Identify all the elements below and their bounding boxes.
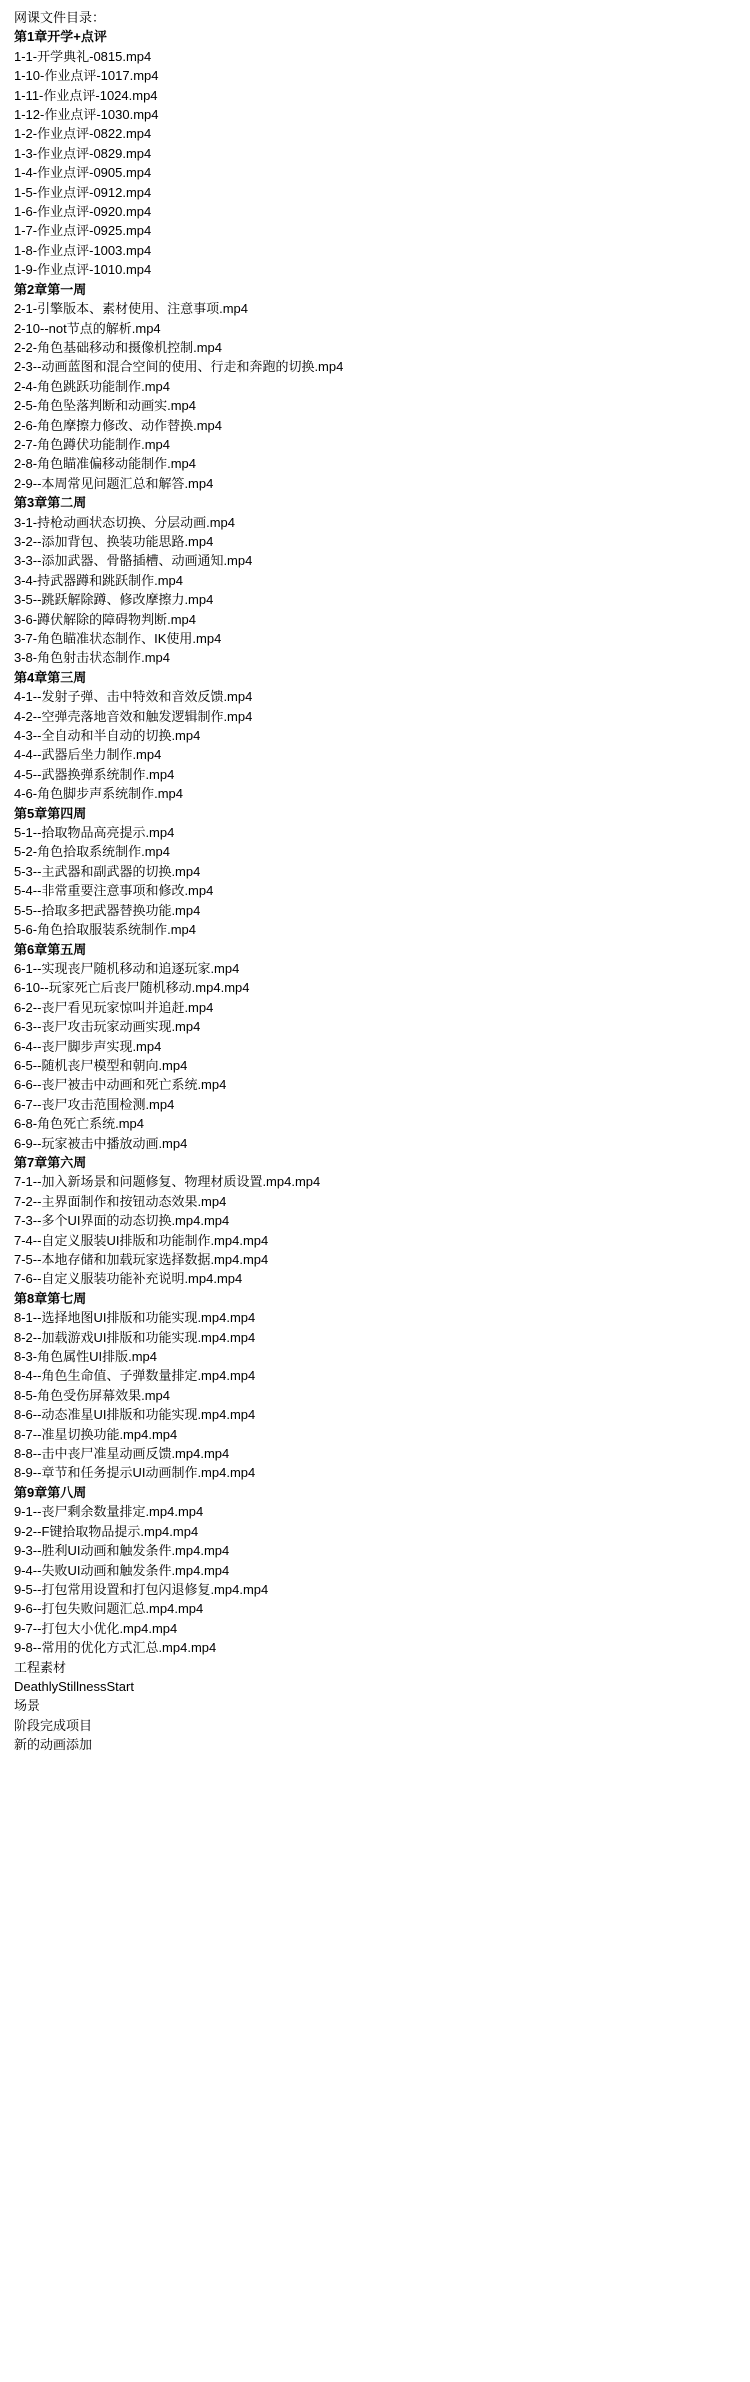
file-list-item: 9-7--打包大小优化.mp4.mp4 <box>14 1620 178 1636</box>
file-list-item: 6-1--实现丧尸随机移动和追逐玩家.mp4 <box>14 960 240 976</box>
file-list-item: DeathlyStillnessStart <box>14 1678 134 1694</box>
file-list-item: 9-4--失败UI动画和触发条件.mp4.mp4 <box>14 1562 230 1578</box>
file-list-item: 3-1-持枪动画状态切换、分层动画.mp4 <box>14 514 236 530</box>
file-list-item: 5-3--主武器和副武器的切换.mp4 <box>14 863 201 879</box>
file-list-item: 9-3--胜利UI动画和触发条件.mp4.mp4 <box>14 1543 230 1559</box>
file-list-item: 7-6--自定义服装功能补充说明.mp4.mp4 <box>14 1271 243 1287</box>
chapter-heading: 第9章第八周 <box>14 1484 87 1500</box>
file-list-item: 4-5--武器换弹系统制作.mp4 <box>14 766 175 782</box>
file-list-item: 2-1-引擎版本、素材使用、注意事项.mp4 <box>14 301 249 317</box>
file-list-item: 新的动画添加 <box>14 1737 93 1753</box>
file-list-item: 工程素材 <box>14 1659 67 1675</box>
file-list-item: 6-10--玩家死亡后丧尸随机移动.mp4.mp4 <box>14 980 250 996</box>
file-list-item: 5-5--拾取多把武器替换功能.mp4 <box>14 902 201 918</box>
file-list-item: 网课文件目录： <box>14 10 106 25</box>
file-list-item: 2-8-角色瞄准偏移动能制作.mp4 <box>14 456 197 472</box>
file-list-item: 8-4--角色生命值、子弹数量排定.mp4.mp4 <box>14 1368 256 1384</box>
file-list-item: 1-10-作业点评-1017.mp4 <box>14 68 159 84</box>
file-list-item: 2-7-角色蹲伏功能制作.mp4 <box>14 436 171 452</box>
file-list-item: 8-3-角色属性UI排版.mp4 <box>14 1349 158 1365</box>
file-list-item: 7-2--主界面制作和按钮动态效果.mp4 <box>14 1193 227 1209</box>
file-list-item: 8-8--击中丧尸准星动画反馈.mp4.mp4 <box>14 1446 230 1462</box>
file-list-item: 8-7--准星切换功能.mp4.mp4 <box>14 1426 178 1442</box>
file-list-item: 9-2--F键拾取物品提示.mp4.mp4 <box>14 1523 199 1539</box>
file-directory-list <box>14 8 750 1755</box>
file-list-item: 9-5--打包常用设置和打包闪退修复.mp4.mp4 <box>14 1581 269 1597</box>
chapter-heading: 第7章第六周 <box>14 1154 87 1170</box>
file-list-item: 1-5-作业点评-0912.mp4 <box>14 184 152 200</box>
chapter-heading: 第1章开学+点评 <box>14 29 107 45</box>
file-list-item: 2-5-角色坠落判断和动画实.mp4 <box>14 398 197 414</box>
file-list-item: 6-3--丧尸攻击玩家动画实现.mp4 <box>14 1019 201 1035</box>
file-list-item: 1-8-作业点评-1003.mp4 <box>14 242 152 258</box>
file-list-item: 2-10--not节点的解析.mp4 <box>14 320 161 336</box>
file-list-item: 4-6-角色脚步声系统制作.mp4 <box>14 786 184 802</box>
file-list-item: 3-4-持武器蹲和跳跃制作.mp4 <box>14 572 184 588</box>
file-list-item: 3-6-蹲伏解除的障碍物判断.mp4 <box>14 611 197 627</box>
file-list-item: 9-6--打包失败问题汇总.mp4.mp4 <box>14 1601 204 1617</box>
file-list-item: 9-1--丧尸剩余数量排定.mp4.mp4 <box>14 1504 204 1520</box>
file-list-item: 1-3-作业点评-0829.mp4 <box>14 145 152 161</box>
file-list-item: 3-8-角色射击状态制作.mp4 <box>14 650 171 666</box>
file-list-item: 9-8--常用的优化方式汇总.mp4.mp4 <box>14 1640 217 1656</box>
file-list-item: 7-3--多个UI界面的动态切换.mp4.mp4 <box>14 1213 230 1229</box>
file-list-item: 8-9--章节和任务提示UI动画制作.mp4.mp4 <box>14 1465 256 1481</box>
file-list-item: 4-4--武器后坐力制作.mp4 <box>14 747 162 763</box>
file-list-item: 1-6-作业点评-0920.mp4 <box>14 204 152 220</box>
file-list-item: 4-1--发射子弹、击中特效和音效反馈.mp4 <box>14 689 253 705</box>
file-list-item: 3-5--跳跃解除蹲、修改摩擦力.mp4 <box>14 592 214 608</box>
file-list-item: 2-2-角色基础移动和摄像机控制.mp4 <box>14 339 223 355</box>
file-list-item: 8-5-角色受伤屏幕效果.mp4 <box>14 1387 171 1403</box>
file-list-item: 1-12-作业点评-1030.mp4 <box>14 107 159 123</box>
file-list-item: 8-1--选择地图UI排版和功能实现.mp4.mp4 <box>14 1310 256 1326</box>
file-list-item: 4-2--空弹壳落地音效和触发逻辑制作.mp4 <box>14 708 253 724</box>
file-list-item: 6-6--丧尸被击中动画和死亡系统.mp4 <box>14 1077 227 1093</box>
file-list-item: 阶段完成项目 <box>14 1717 93 1733</box>
file-list-item: 6-5--随机丧尸模型和朝向.mp4 <box>14 1057 188 1073</box>
file-list-item: 5-2-角色拾取系统制作.mp4 <box>14 844 171 860</box>
chapter-heading: 第2章第一周 <box>14 281 87 297</box>
file-list-item: 1-11-作业点评-1024.mp4 <box>14 87 158 103</box>
file-list-item: 2-9--本周常见问题汇总和解答.mp4 <box>14 475 214 491</box>
file-list-item: 5-6-角色拾取服装系统制作.mp4 <box>14 922 197 938</box>
file-list-item: 2-3--动画蓝图和混合空间的使用、行走和奔跑的切换.mp4 <box>14 359 344 375</box>
file-list-item: 8-6--动态准星UI排版和功能实现.mp4.mp4 <box>14 1407 256 1423</box>
chapter-heading: 第5章第四周 <box>14 805 87 821</box>
file-list-item: 7-5--本地存储和加载玩家选择数据.mp4.mp4 <box>14 1252 269 1267</box>
file-list-item: 1-9-作业点评-1010.mp4 <box>14 262 152 278</box>
file-list-item: 场景 <box>14 1698 41 1714</box>
file-list-item: 1-1-开学典礼-0815.mp4 <box>14 48 152 64</box>
file-list-item: 7-1--加入新场景和问题修复、物理材质设置.mp4.mp4 <box>14 1174 321 1190</box>
file-list-item: 5-4--非常重要注意事项和修改.mp4 <box>14 883 214 899</box>
file-list-item: 3-7-角色瞄准状态制作、IK使用.mp4 <box>14 631 222 646</box>
file-list-item: 6-7--丧尸攻击范围检测.mp4 <box>14 1096 175 1112</box>
file-list-item: 2-6-角色摩擦力修改、动作替换.mp4 <box>14 417 223 433</box>
file-list-item: 4-3--全自动和半自动的切换.mp4 <box>14 728 201 744</box>
file-list-item: 6-9--玩家被击中播放动画.mp4 <box>14 1135 188 1151</box>
file-list-item: 8-2--加载游戏UI排版和功能实现.mp4.mp4 <box>14 1329 256 1345</box>
chapter-heading: 第8章第七周 <box>14 1290 87 1306</box>
file-list-item: 1-2-作业点评-0822.mp4 <box>14 126 152 142</box>
file-list-item: 1-4-作业点评-0905.mp4 <box>14 165 152 181</box>
file-list-item: 6-4--丧尸脚步声实现.mp4 <box>14 1038 162 1054</box>
chapter-heading: 第4章第三周 <box>14 669 87 685</box>
file-list-item: 5-1--拾取物品高亮提示.mp4 <box>14 825 175 841</box>
file-list-item: 6-8-角色死亡系统.mp4 <box>14 1116 145 1132</box>
file-list-item: 3-2--添加背包、换装功能思路.mp4 <box>14 533 214 549</box>
chapter-heading: 第3章第二周 <box>14 495 87 511</box>
file-list-item: 7-4--自定义服装UI排版和功能制作.mp4.mp4 <box>14 1232 269 1248</box>
chapter-heading: 第6章第五周 <box>14 941 87 957</box>
file-list-item: 3-3--添加武器、骨骼插槽、动画通知.mp4 <box>14 553 253 569</box>
file-list-item: 6-2--丧尸看见玩家惊叫并追赶.mp4 <box>14 999 214 1015</box>
file-list-item: 2-4-角色跳跃功能制作.mp4 <box>14 378 171 394</box>
file-list-item: 1-7-作业点评-0925.mp4 <box>14 223 152 239</box>
